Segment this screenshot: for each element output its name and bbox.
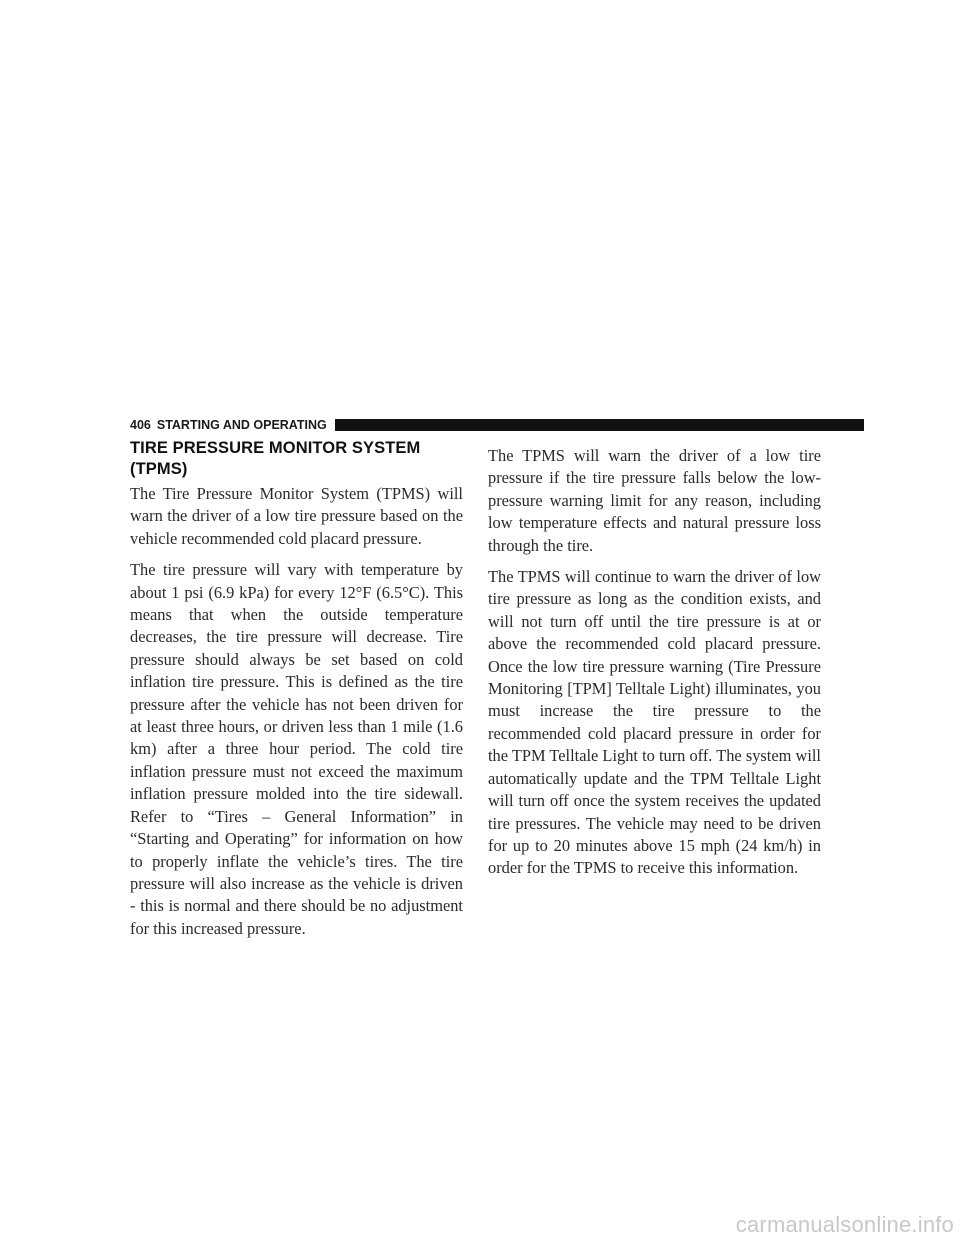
page-header <box>130 416 864 434</box>
running-section-title: STARTING AND OPERATING <box>156 418 327 432</box>
paragraph: The TPMS will warn the driver of a low tire pressure if the tire pressure falls below the low-pressure warning limit for any reason, including low temperature effects and natural pressure loss through the tire. <box>488 446 821 555</box>
watermark: carmanualsonline.info <box>735 1212 954 1237</box>
paragraph: The tire pressure will vary with temperature by about 1 psi (6.9 kPa) for every 12°F (6.5°C). This means that when the outside temperature decreases, the tire pressure will decrease. Tire pressure should always be set based on cold inflation tire pressure. This is defined as the tire pressure after the vehicle has not been driven for at least three hours, or driven less than 1 mile (1.6 km) after a three hour period. The cold tire inflation pressure must not exceed the maximum inflation pressure molded into the tire sidewall. Refer to “Tires – General Information” in “Starting and Operating” for information on how to properly inflate the vehicle’s tires. The tire pressure will also increase as the vehicle is driven - this is normal and there should be no adjustment for this increased pressure. <box>130 560 463 938</box>
page-number: 406 <box>130 418 151 432</box>
right-column <box>488 445 821 889</box>
section-heading: TIRE PRESSURE MONITOR SYSTEM (TPMS) <box>130 439 421 478</box>
header-rule-bar <box>335 419 864 431</box>
left-column <box>130 438 463 949</box>
paragraph: The Tire Pressure Monitor System (TPMS) will warn the driver of a low tire pressure based on the vehicle recommended cold placard pressure. <box>130 484 463 548</box>
paragraph: The TPMS will continue to warn the driver of low tire pressure as long as the condition exists, and will not turn off until the tire pressure is at or above the recommended cold placard pressure. Once the low tire pressure warning (Tire Pressure Monitoring [TPM] Telltale Light) illuminates, you must increase the tire pressure to the recommended cold placard pressure in order for the TPM Telltale Light to turn off. The system will automatically update and the TPM Telltale Light will turn off once the system receives the updated tire pressures. The vehicle may need to be driven for up to 20 minutes above 15 mph (24 km/h) in order for the TPMS to receive this information. <box>488 567 821 878</box>
